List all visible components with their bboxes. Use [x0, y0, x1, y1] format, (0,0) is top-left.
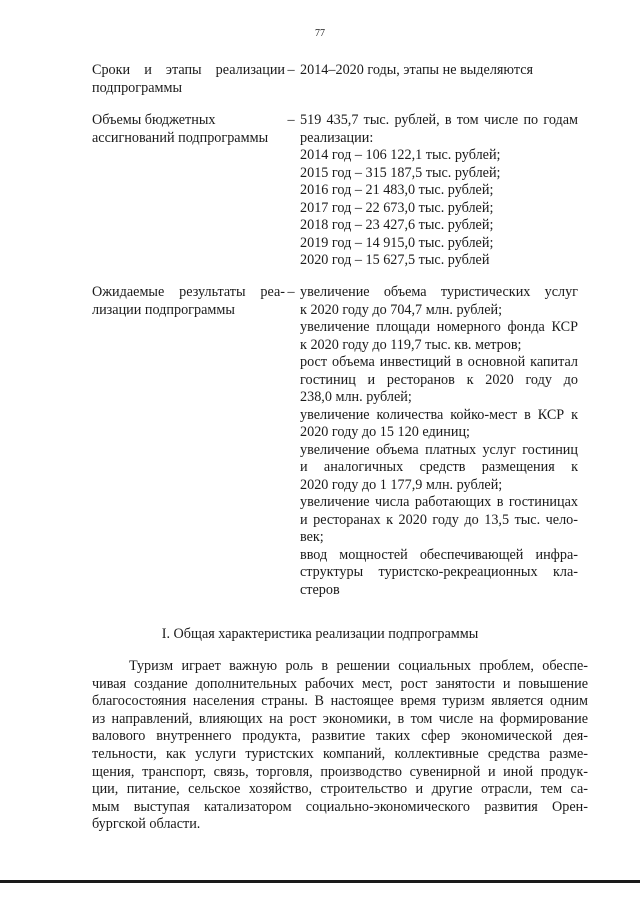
body-paragraph	[92, 658, 588, 834]
budget-value-line: реализации:	[300, 129, 374, 146]
results-label	[92, 284, 285, 319]
results-value-line: к 2020 году до 704,7 млн. рублей;	[300, 301, 503, 318]
results-value-line: век;	[300, 529, 324, 545]
results-value-line: увеличение площади номерного фонда КСР	[300, 319, 578, 335]
body-line: щения, транспорт, связь, торговля, производство сувенирной и иной продук-	[92, 763, 588, 780]
budget-year-line: 2016 год – 21 483,0 тыс. рублей;	[300, 182, 494, 198]
budget-year-line: 2014 год – 106 122,1 тыс. рублей;	[300, 147, 501, 163]
results-value-line: 238,0 млн. рублей;	[300, 389, 412, 405]
body-line: из направлений, влияющих на рост экономики, в том числе на формирование	[92, 710, 588, 727]
results-value-line: к 2020 году до 119,7 тыс. кв. метров;	[300, 336, 522, 353]
body-line: чивая создание дополнительных рабочих мест, рост занятости и повышение	[92, 675, 588, 692]
results-value-line: структуры туристско-рекреационных кла-	[300, 564, 578, 580]
timing-value-line: 2014–2020 годы, этапы не выделяются	[300, 62, 534, 78]
results-value-line: 2020 году до 15 120 единиц;	[300, 424, 470, 440]
results-value-line: увеличение объема туристических услуг	[300, 284, 578, 300]
bottom-rule	[0, 880, 640, 883]
budget-label-line: ассигнований подпрограммы	[92, 129, 269, 146]
results-dash: –	[287, 284, 295, 300]
results-value-line: гостиниц и ресторанов к 2020 году до	[300, 371, 578, 388]
results-value-line: увеличение числа работающих в гостиницах	[300, 494, 578, 510]
budget-label	[92, 112, 285, 147]
results-value-line: и ресторанах к 2020 году до 13,5 тыс. чело-	[300, 511, 578, 528]
results-value-line: и аналогичных средств размещения к	[300, 459, 578, 475]
timing-label	[92, 62, 285, 97]
body-line: бургской области.	[92, 816, 201, 833]
budget-value	[300, 112, 578, 270]
results-value-line: рост объема инвестиций в основной капитал	[300, 354, 578, 370]
results-value-line: 2020 году до 1 177,9 млн. рублей;	[300, 476, 503, 493]
results-label-line: Ожидаемые результаты реа-	[92, 284, 285, 300]
results-value-line: увеличение объема платных услуг гостиниц	[300, 441, 578, 458]
budget-year-line: 2015 год – 315 187,5 тыс. рублей;	[300, 164, 501, 181]
results-value-line: стеров	[300, 581, 340, 598]
body-line: благосостояния населения страны. В настоящее время туризм является одним	[92, 693, 588, 710]
results-value-line: увеличение количества койко-мест в КСР к	[300, 406, 578, 423]
timing-label-line: Сроки и этапы реализации	[92, 62, 285, 78]
results-value	[300, 284, 578, 599]
results-label-line: лизации подпрограммы	[92, 301, 235, 318]
budget-year-line: 2018 год – 23 427,6 тыс. рублей;	[300, 217, 494, 233]
timing-value	[300, 62, 578, 80]
body-line: Туризм играет важную роль в решении социальных проблем, обеспе-	[129, 658, 588, 674]
budget-year-line: 2019 год – 14 915,0 тыс. рублей;	[300, 234, 494, 251]
budget-label-line: Объемы бюджетных	[92, 112, 216, 128]
budget-year-line: 2020 год – 15 627,5 тыс. рублей	[300, 252, 490, 268]
timing-label-line: подпрограммы	[92, 79, 182, 96]
section-heading: I. Общая характеристика реализации подпрограммы	[161, 626, 479, 642]
results-value-line: ввод мощностей обеспечивающей инфра-	[300, 546, 578, 563]
budget-dash: –	[287, 112, 295, 128]
budget-year-line: 2017 год – 22 673,0 тыс. рублей;	[300, 199, 494, 216]
body-line: валового внутреннего продукта, развитие таких сфер экономической дея-	[92, 728, 588, 745]
budget-value-line: 519 435,7 тыс. рублей, в том числе по годам	[300, 112, 578, 128]
timing-dash: –	[287, 62, 295, 78]
body-line: тельности, как услуги туристских компаний, коллективные средства разме-	[92, 745, 588, 762]
page-number: 77	[315, 28, 325, 39]
body-line: мым выступая катализатором социально-экономического развития Орен-	[92, 798, 588, 815]
body-line: ции, питание, сельское хозяйство, строительство и другие отрасли, тем са-	[92, 781, 588, 798]
